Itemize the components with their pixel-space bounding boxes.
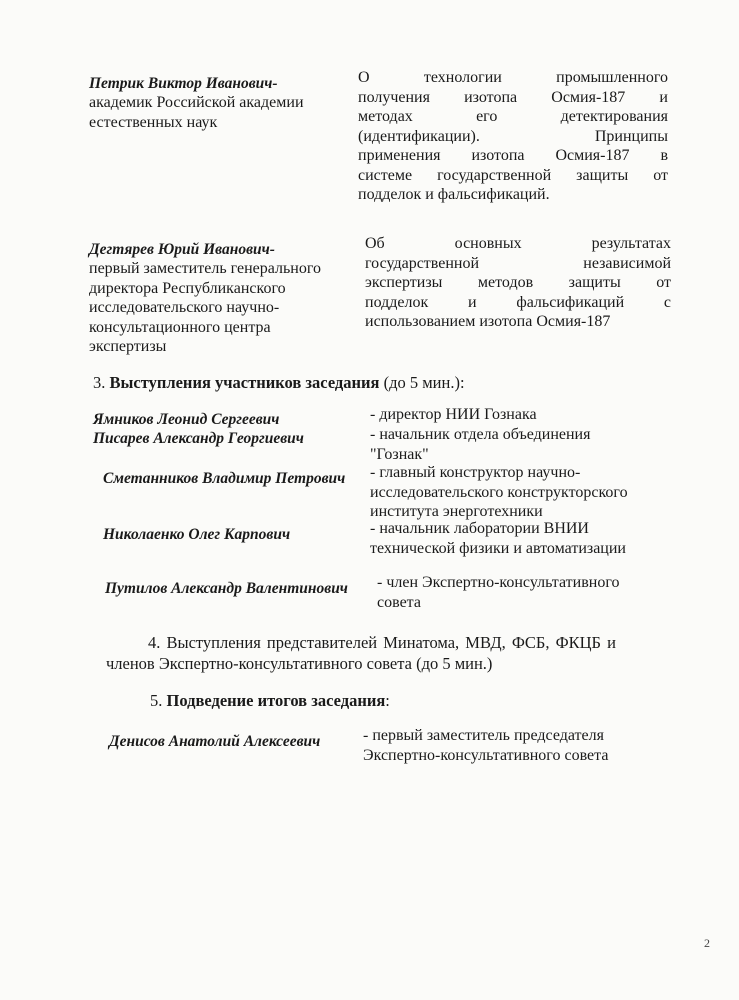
speaker-2-topic: Об основных результатах государственной независимой экспертизы методов защиты от подделок и фальсификаций с использованием изотопа Осмия-187 <box>365 235 671 330</box>
speaker-1-name: Петрик Виктор Иванович- <box>89 75 278 92</box>
participant-1-name: Ямников Леонид Сергеевич <box>93 411 280 428</box>
participant-3-role: - главный конструктор научно- исследовательского конструкторского института энерготехники <box>370 464 628 520</box>
participant-4-role: - начальник лаборатории ВНИИ технической физики и автоматизации <box>370 520 626 557</box>
speaker-2-position: первый заместитель генерального директора Республиканского исследовательского научно- консультационного центра экспертизы <box>89 260 321 355</box>
speaker-1-topic: О технологии промышленного получения изотопа Осмия-187 и методах его детектирования (идентификации). Принципы применения изотопа Осмия-187 в системе государственной защиты от подделок и фальсификаций. <box>358 69 668 203</box>
section-5-participant-name: Денисов Анатолий Алексеевич <box>109 733 321 750</box>
participant-1-role: - директор НИИ Гознака <box>370 406 537 423</box>
section-4-paragraph: 4. Выступления представителей Минатома, МВД, ФСБ, ФКЦБ и членов Экспертно-консультативного совета (до 5 мин.) <box>106 633 616 673</box>
speaker-2 <box>89 241 364 357</box>
participant-3-name: Сметанников Владимир Петрович <box>103 470 346 487</box>
participant-5-role: - член Экспертно-консультативного совета <box>377 574 620 611</box>
participant-5-name: Путилов Александр Валентинович <box>105 580 348 597</box>
speaker-1-position: академик Российской академии естественных наук <box>89 94 304 131</box>
section-5-participant-role: - первый заместитель председателя Экспертно-консультативного совета <box>363 727 609 764</box>
participant-2-role: - начальник отдела объединения "Гознак" <box>370 426 591 463</box>
participant-2-name: Писарев Александр Георгиевич <box>93 430 304 447</box>
participant-4-name: Николаенко Олег Карпович <box>103 526 291 543</box>
speaker-2-name: Дегтярев Юрий Иванович- <box>89 241 275 258</box>
speaker-1 <box>89 75 359 132</box>
page-number: 2 <box>704 936 710 950</box>
section-5-heading: 5. Подведение итогов заседания: <box>150 691 390 710</box>
section-3-heading: 3. Выступления участников заседания (до 5 мин.): <box>93 373 465 392</box>
